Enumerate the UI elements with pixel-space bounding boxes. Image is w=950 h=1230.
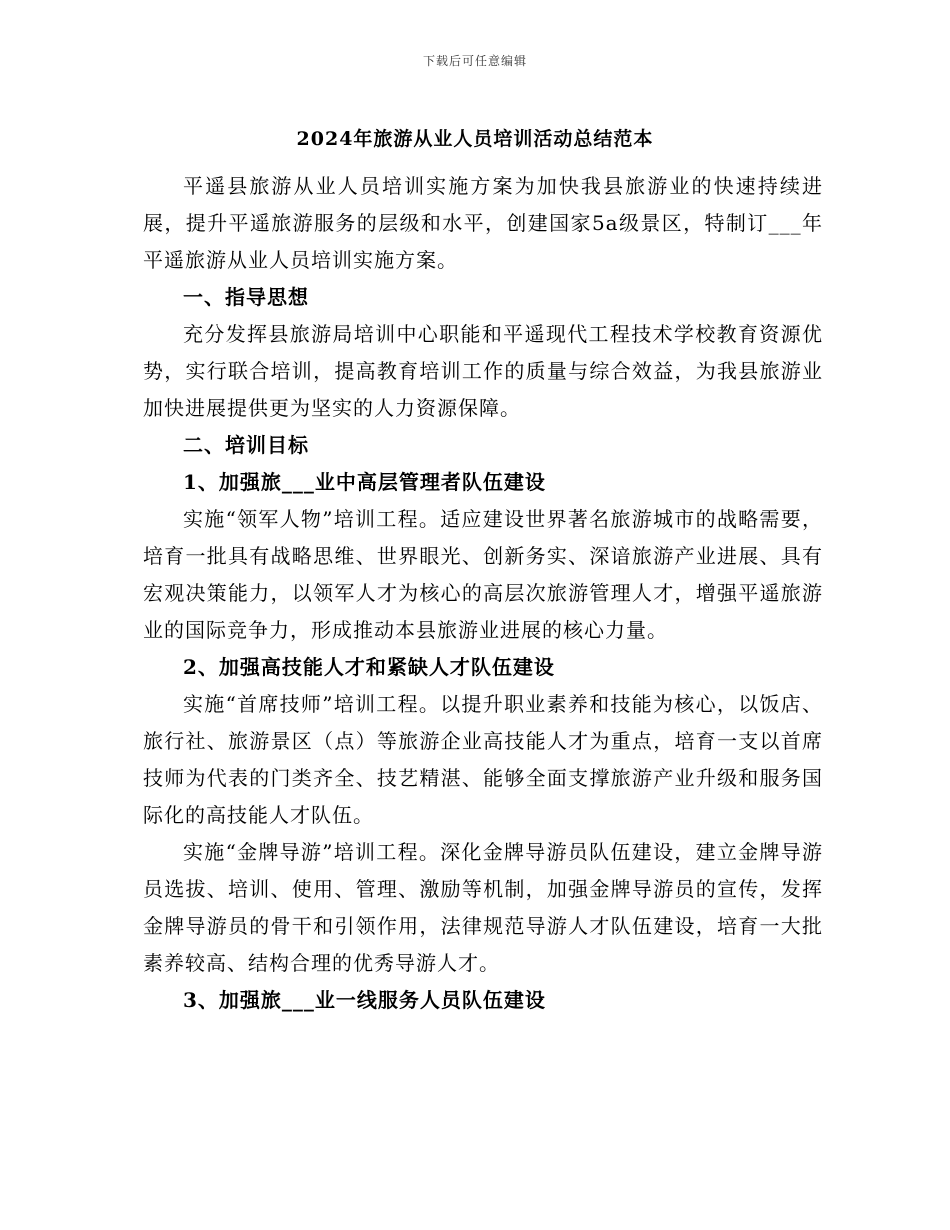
gold-guide-paragraph: 实施“金牌导游”培训工程。深化金牌导游员队伍建设，建立金牌导游员选拔、培训、使用、管理、激励等机制，加强金牌导游员的宣传，发挥金牌导游员的骨干和引领作用，法律规范导游人才队伍建设，培育一大批素养较高、结构合理的优秀导游人才。	[143, 840, 823, 975]
document-title: 2024年旅游从业人员培训活动总结范本	[296, 128, 654, 150]
chief-technician-paragraph: 实施“首席技师”培训工程。以提升职业素养和技能为核心，以饭店、旅行社、旅游景区（点）等旅游企业高技能人才为重点，培育一支以首席技师为代表的门类齐全、技艺精湛、能够全面支撑旅游产业升级和服务国际化的高技能人才队伍。	[143, 692, 823, 827]
section-heading-training-goals: 二、培训目标	[183, 433, 309, 457]
intro-paragraph: 平遥县旅游从业人员培训实施方案为加快我县旅游业的快速持续进展，提升平遥旅游服务的层级和水平，创建国家5a级景区，特制订___年平遥旅游从业人员培训实施方案。	[143, 174, 823, 272]
section-heading-guiding-ideology: 一、指导思想	[183, 285, 309, 309]
header-note: 下载后可任意编辑	[422, 54, 527, 68]
leader-program-paragraph: 实施“领军人物”培训工程。适应建设世界著名旅游城市的战略需要，培育一批具有战略思维、世界眼光、创新务实、深谙旅游产业进展、具有宏观决策能力，以领军人才为核心的高层次旅游管理人才，增强平遥旅游业的国际竞争力，形成推动本县旅游业进展的核心力量。	[143, 507, 823, 642]
subheading-skilled-talent: 2、加强高技能人才和紧缺人才队伍建设	[183, 655, 555, 679]
document-body	[143, 168, 823, 1019]
subheading-frontline-staff: 3、加强旅___业一线服务人员队伍建设	[183, 988, 546, 1012]
guiding-ideology-paragraph: 充分发挥县旅游局培训中心职能和平遥现代工程技术学校教育资源优势，实行联合培训，提高教育培训工作的质量与综合效益，为我县旅游业加快进展提供更为坚实的人力资源保障。	[143, 322, 823, 420]
subheading-management-team: 1、加强旅___业中高层管理者队伍建设	[183, 470, 546, 494]
